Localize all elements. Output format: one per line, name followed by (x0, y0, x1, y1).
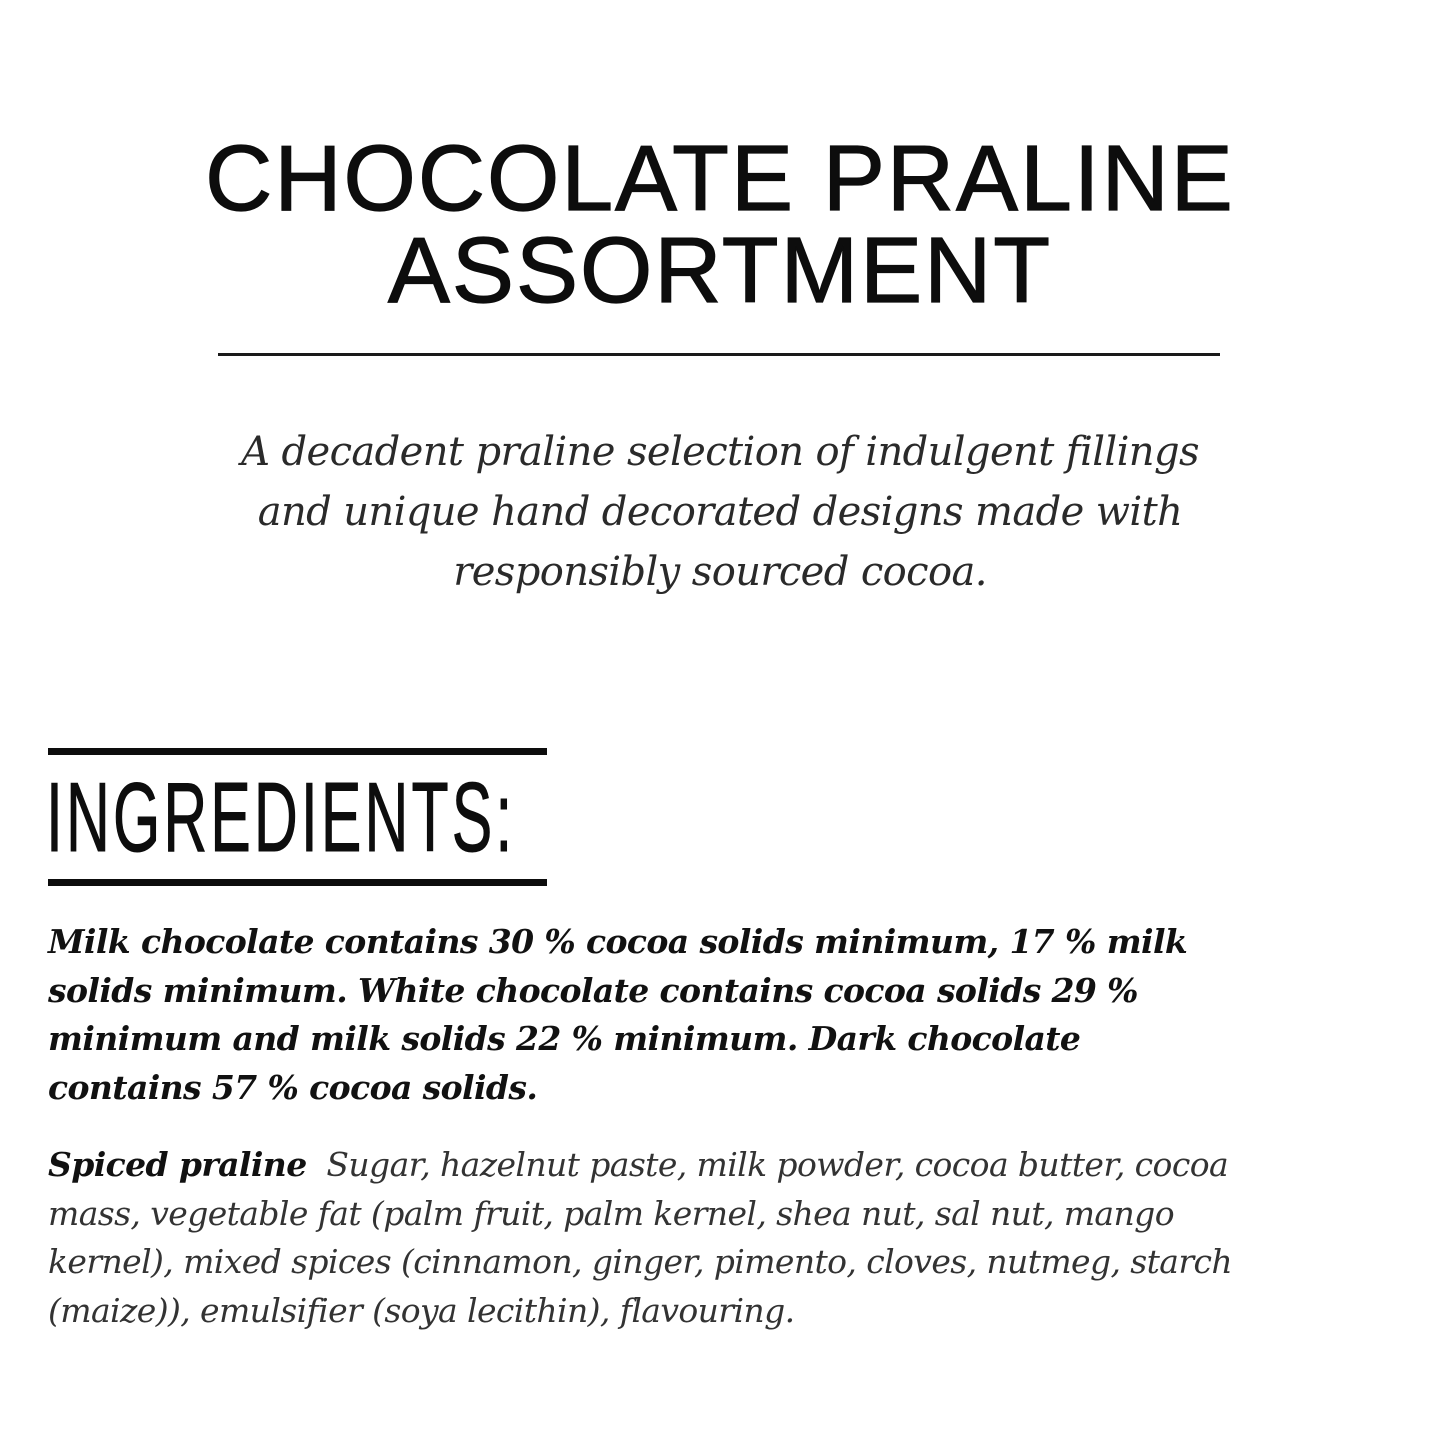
spiced-praline-line-2: mass, vegetable fat (palm fruit, palm kernel, shea nut, sal nut, mango (48, 1193, 1174, 1233)
product-description (170, 422, 1270, 602)
spiced-praline-text-1: Sugar, hazelnut paste, milk powder, cocoa butter, cocoa (326, 1145, 1229, 1184)
product-title-line-2: ASSORTMENT (387, 218, 1053, 322)
chocolate-note-line-4: contains 57 % cocoa solids. (48, 1067, 538, 1107)
product-title-line-1: CHOCOLATE PRALINE (205, 126, 1235, 230)
chocolate-note-line-2: solids minimum. White chocolate contains cocoa solids 29 % (48, 970, 1138, 1010)
spiced-praline-line-1 (48, 1141, 1388, 1190)
product-title (0, 126, 1440, 322)
title-divider (218, 353, 1220, 356)
chocolate-note-line-1: Milk chocolate contains 30 % cocoa solids minimum, 17 % milk (48, 922, 1188, 961)
description-line-3: responsibly sourced cocoa. (453, 549, 987, 595)
chocolate-composition-note (48, 918, 1388, 1112)
spiced-praline-name: Spiced praline (48, 1145, 307, 1184)
spiced-praline-line-3: kernel), mixed spices (cinnamon, ginger, pimento, cloves, nutmeg, starch (48, 1242, 1233, 1281)
ingredients-heading: INGREDIENTS: (46, 762, 516, 872)
ingredients-heading-box (48, 748, 547, 886)
spiced-praline-ingredients (48, 1141, 1388, 1335)
description-line-1: A decadent praline selection of indulgent fillings (241, 429, 1199, 475)
description-line-2: and unique hand decorated designs made with (257, 489, 1183, 535)
spiced-praline-line-4: (maize)), emulsifier (soya lecithin), flavouring. (48, 1290, 795, 1330)
chocolate-note-line-3: minimum and milk solids 22 % minimum. Dark chocolate (48, 1019, 1081, 1058)
